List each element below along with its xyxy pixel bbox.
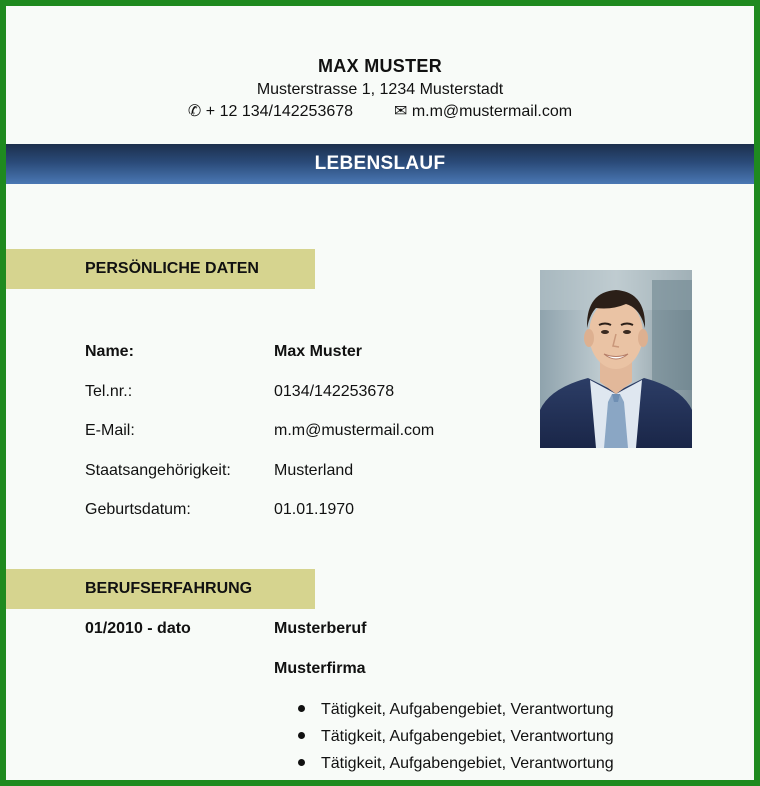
section-personal-label: PERSÖNLICHE DATEN xyxy=(85,260,259,277)
title-banner xyxy=(6,144,754,184)
field-label: Geburtsdatum: xyxy=(85,501,191,518)
field-label: Tel.nr.: xyxy=(85,383,133,400)
list-item: Tätigkeit, Aufgabengebiet, Verantwortung xyxy=(298,696,614,723)
phone-icon: ✆ xyxy=(187,103,202,120)
field-value: m.m@mustermail.com xyxy=(274,422,435,439)
envelope-icon: ✉ xyxy=(393,103,408,120)
section-experience-label: BERUFSERFAHRUNG xyxy=(85,580,253,597)
bullet-icon xyxy=(298,732,305,739)
experience-period: 01/2010 - dato xyxy=(85,620,191,637)
field-label: E-Mail: xyxy=(85,422,135,439)
task-list xyxy=(298,696,614,777)
bullet-icon xyxy=(298,759,305,766)
banner-title: LEBENSLAUF xyxy=(314,153,446,174)
field-value: Musterland xyxy=(274,462,354,479)
header-phone: + 12 134/142253678 xyxy=(205,103,354,120)
contact-line xyxy=(6,101,754,121)
section-personal-heading xyxy=(6,249,315,289)
field-value: 01.01.1970 xyxy=(274,501,355,518)
applicant-address: Musterstrasse 1, 1234 Musterstadt xyxy=(256,81,504,98)
experience-job-title: Musterberuf xyxy=(274,620,367,637)
list-item: Tätigkeit, Aufgabengebiet, Verantwortung xyxy=(298,723,614,750)
applicant-photo xyxy=(540,270,692,448)
field-value: Max Muster xyxy=(274,343,363,360)
experience-company: Musterfirma xyxy=(274,660,366,677)
cv-header xyxy=(6,56,754,121)
bullet-icon xyxy=(298,705,305,712)
section-experience-heading xyxy=(6,569,315,609)
list-item: Tätigkeit, Aufgabengebiet, Verantwortung xyxy=(298,750,614,777)
field-value: 0134/142253678 xyxy=(274,383,395,400)
applicant-name: MAX MUSTER xyxy=(318,56,442,76)
header-email: m.m@mustermail.com xyxy=(411,103,573,120)
field-label: Name: xyxy=(85,343,134,360)
field-label: Staatsangehörigkeit: xyxy=(85,462,231,479)
